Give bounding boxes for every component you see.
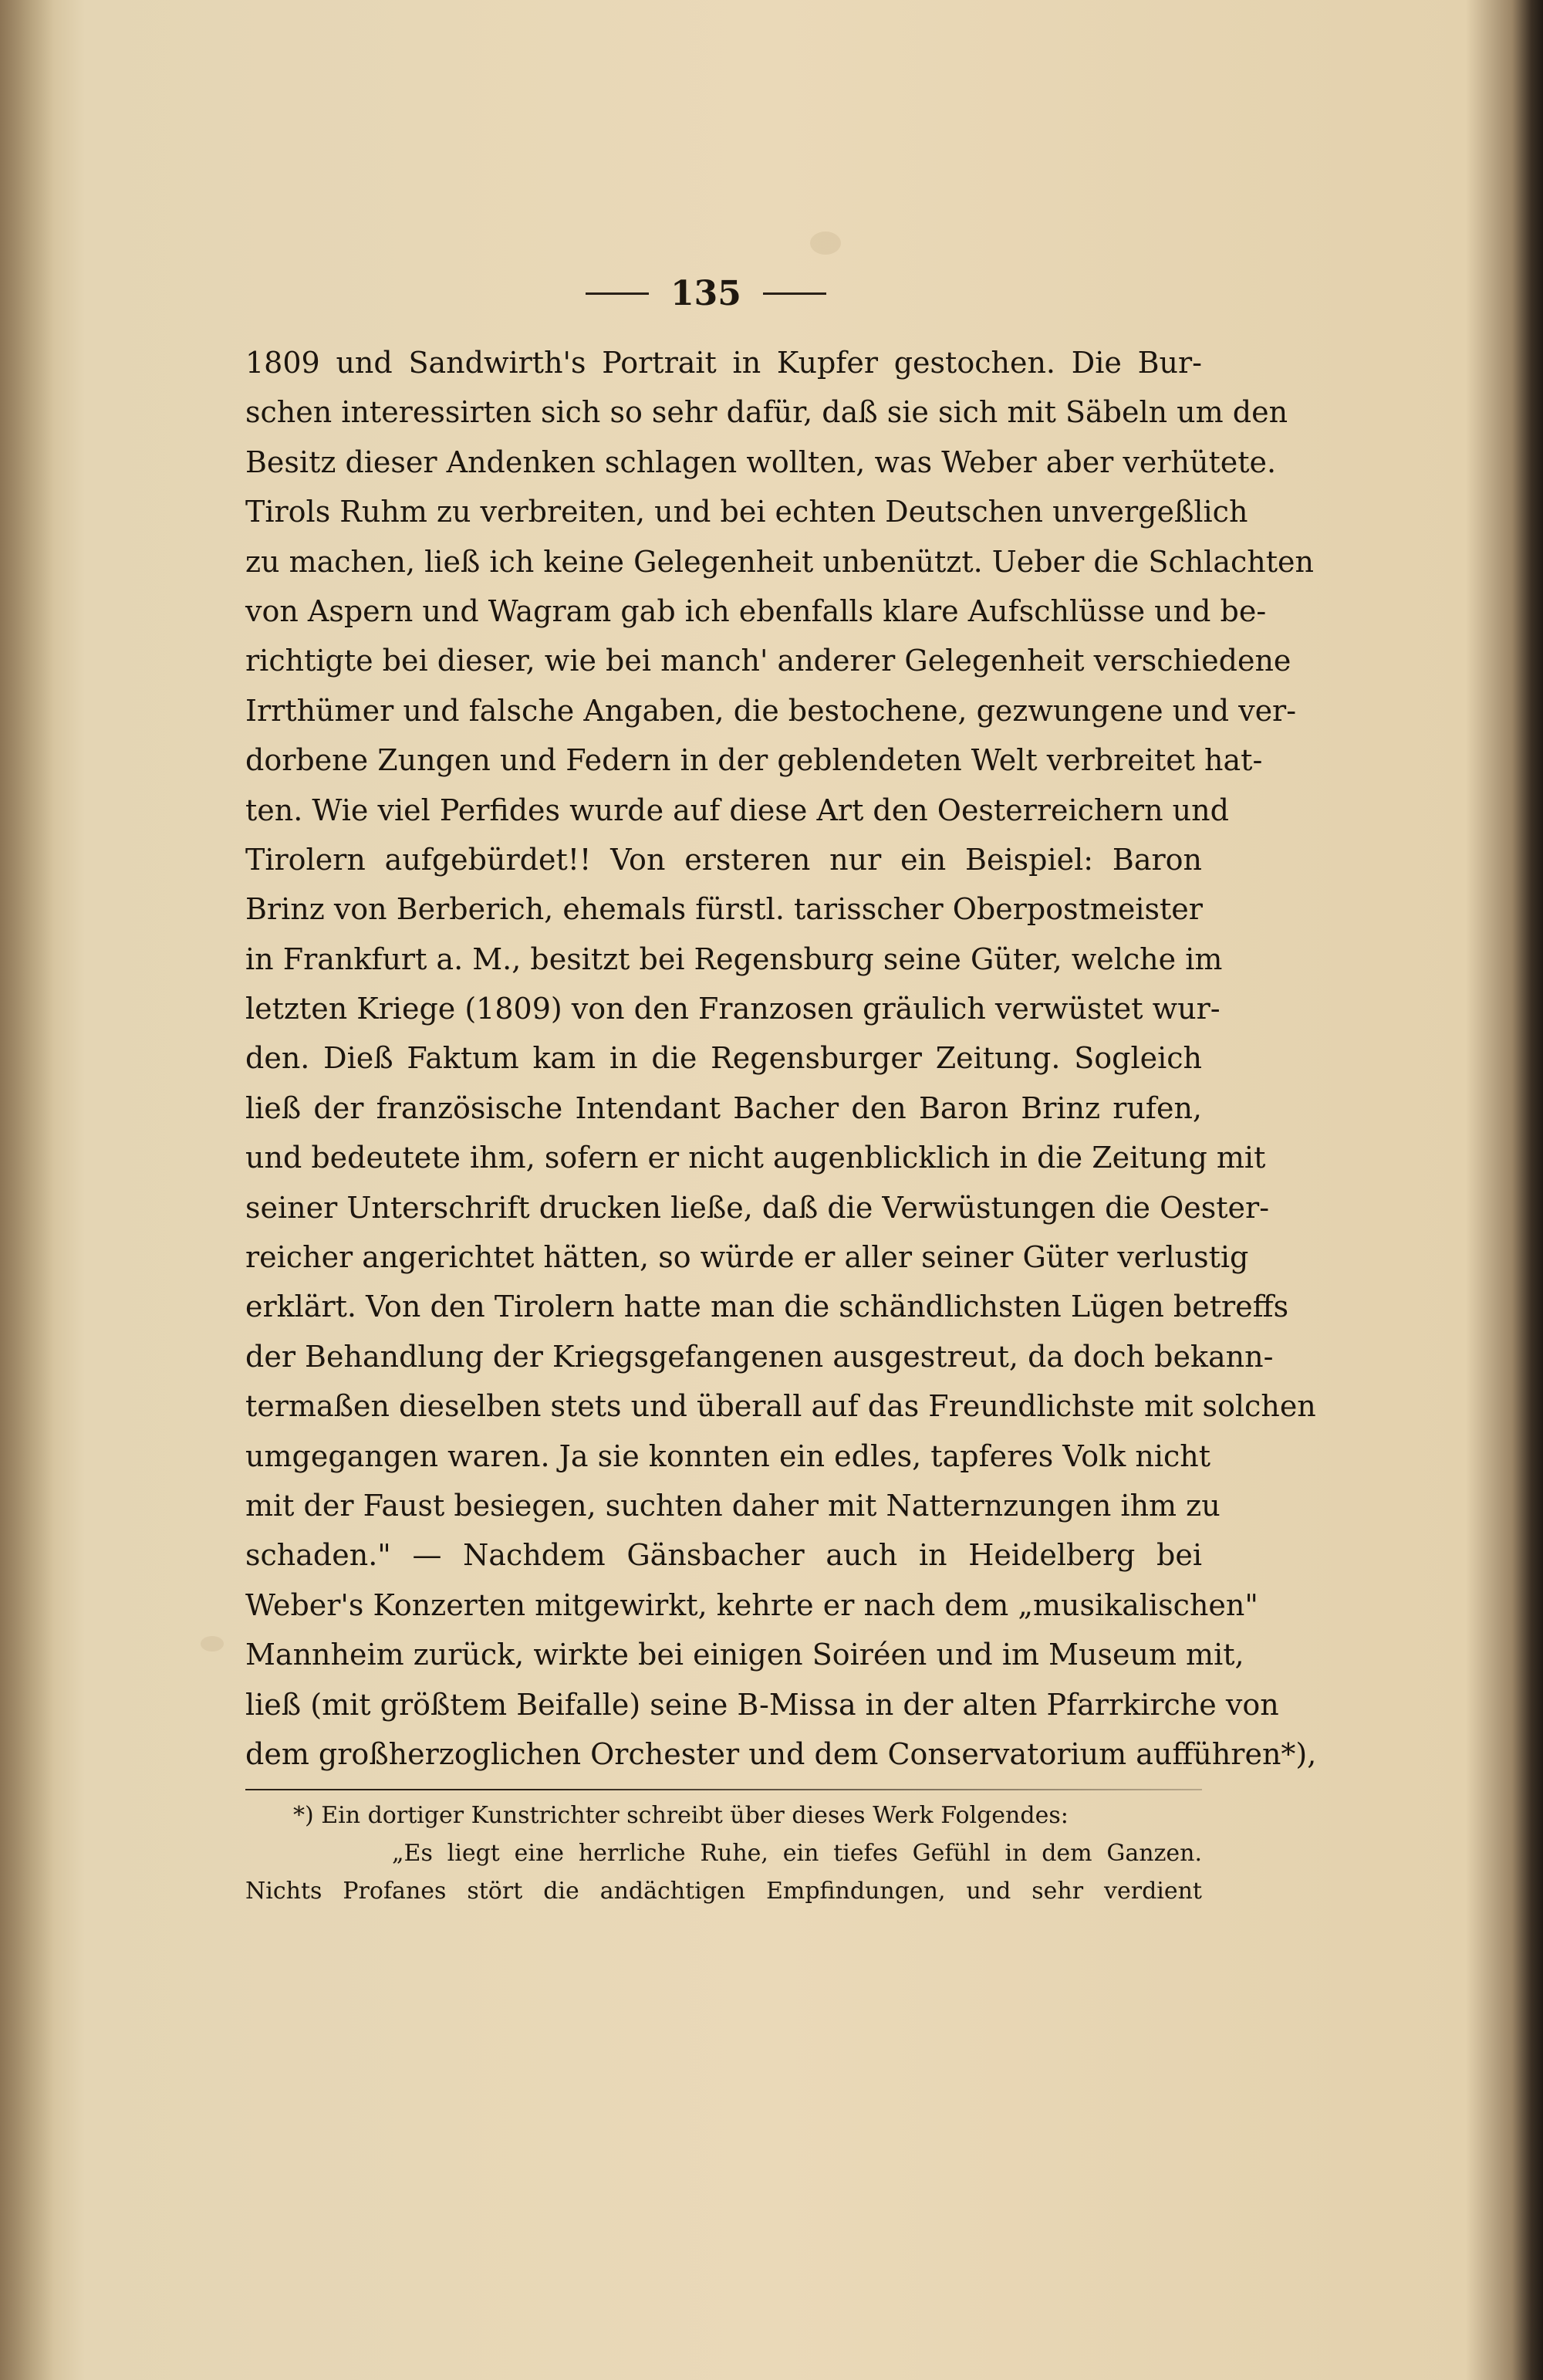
text-line: mit der Faust besiegen, suchten daher mit Natternzungen ihm zu — [245, 1488, 1221, 1523]
page-header — [567, 270, 845, 316]
footnote-rule — [245, 1789, 1202, 1790]
footnote-line: „Es liegt eine herrliche Ruhe, ein tiefes Gefühl in dem Ganzen. — [392, 1840, 1202, 1867]
header-rule-right — [763, 292, 826, 295]
text-line: dem großherzoglichen Orchester und dem Conservatorium aufführen*), — [245, 1736, 1317, 1771]
text-line: ten. Wie viel Perfides wurde auf diese Art den Oesterreichern und — [245, 793, 1229, 827]
text-line: von Aspern und Wagram gab ich ebenfalls klare Aufschlüsse und be- — [245, 593, 1267, 628]
text-line: Mannheim zurück, wirkte bei einigen Soiréen und im Museum mit, — [245, 1638, 1244, 1672]
text-line: seiner Unterschrift drucken ließe, daß die Verwüstungen die Oester- — [245, 1190, 1270, 1225]
page-number: 135 — [670, 273, 741, 313]
text-line: in Frankfurt a. M., besitzt bei Regensburg seine Güter, welche im — [245, 942, 1223, 976]
text-line: Tirols Ruhm zu verbreiten, und bei echten Deutschen unvergeßlich — [245, 495, 1248, 529]
text-line: Brinz von Berberich, ehemals fürstl. tarisscher Oberpostmeister — [245, 892, 1203, 927]
text-line: termaßen dieselben stets und überall auf das Freundlichste mit solchen — [245, 1389, 1316, 1424]
footnote-line: Nichts Profanes stört die andächtigen Empfindungen, und sehr verdient — [245, 1878, 1202, 1905]
text-line: schaden." — Nachdem Gänsbacher auch in Heidelberg bei — [245, 1538, 1202, 1573]
text-line: zu machen, ließ ich keine Gelegenheit unbenützt. Ueber die Schlachten — [245, 544, 1314, 579]
text-line: dorbene Zungen und Federn in der geblendeten Welt verbreitet hat- — [245, 743, 1263, 778]
footnote-line: *) Ein dortiger Kunstrichter schreibt über dieses Werk Folgendes: — [293, 1802, 1069, 1829]
text-line: letzten Kriege (1809) von den Franzosen gräulich verwüstet wur- — [245, 992, 1221, 1026]
body-text — [245, 338, 1317, 1779]
paper-stain — [201, 1636, 224, 1651]
header-rule-left — [586, 292, 649, 295]
paper-stain — [810, 232, 841, 255]
text-line: und bedeutete ihm, sofern er nicht augenblicklich in die Zeitung mit — [245, 1141, 1266, 1175]
text-line: den. Dieß Faktum kam in die Regensburger Zeitung. Sogleich — [245, 1041, 1202, 1076]
text-line: 1809 und Sandwirth's Portrait in Kupfer gestochen. Die Bur- — [245, 346, 1202, 380]
text-line: Besitz dieser Andenken schlagen wollten, was Weber aber verhütete. — [245, 445, 1277, 479]
text-line: erklärt. Von den Tirolern hatte man die schändlichsten Lügen betreffs — [245, 1290, 1289, 1324]
footnote — [245, 1797, 1202, 1910]
text-line: der Behandlung der Kriegsgefangenen ausgestreut, da doch bekann- — [245, 1339, 1274, 1374]
text-line: Irrthümer und falsche Angaben, die bestochene, gezwungene und ver- — [245, 693, 1297, 728]
text-line: Tirolern aufgebürdet!! Von ersteren nur ein Beispiel: Baron — [245, 842, 1202, 877]
text-line: Weber's Konzerten mitgewirkt, kehrte er nach dem „musikalischen" — [245, 1587, 1258, 1622]
text-line: ließ (mit größtem Beifalle) seine B-Missa in der alten Pfarrkirche von — [245, 1687, 1279, 1722]
gutter-shadow — [0, 0, 54, 2380]
text-line: richtigte bei dieser, wie bei manch' anderer Gelegenheit verschiedene — [245, 644, 1291, 678]
text-line: schen interessirten sich so sehr dafür, daß sie sich mit Säbeln um den — [245, 395, 1288, 430]
text-line: ließ der französische Intendant Bacher den Baron Brinz rufen, — [245, 1090, 1202, 1125]
text-line: umgegangen waren. Ja sie konnten ein edles, tapferes Volk nicht — [245, 1438, 1211, 1473]
text-line: reicher angerichtet hätten, so würde er aller seiner Güter verlustig — [245, 1240, 1249, 1275]
